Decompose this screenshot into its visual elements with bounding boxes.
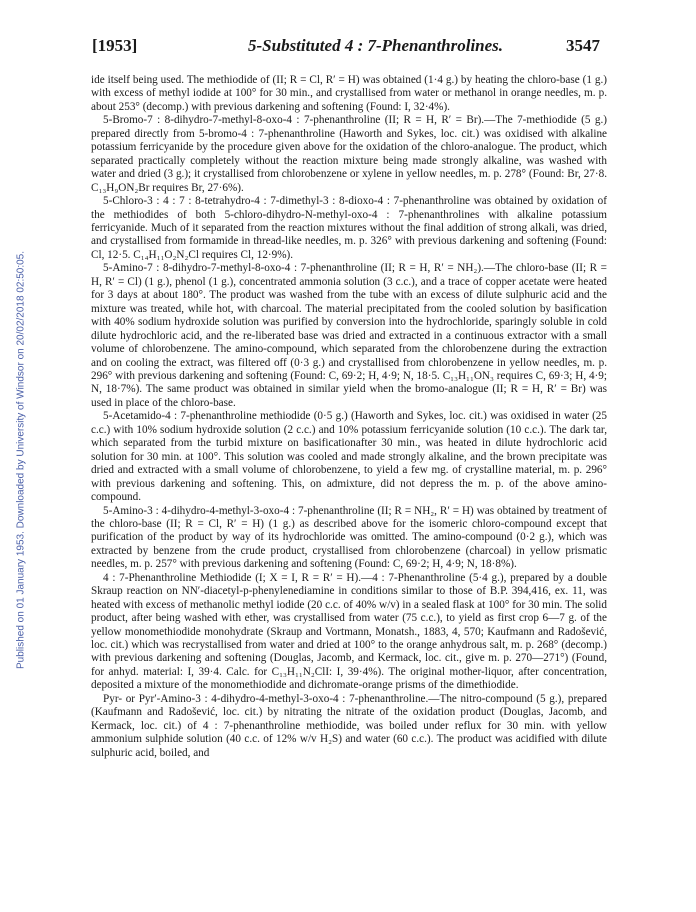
download-notice-text: Published on 01 January 1953. Downloaded by University of Windsor on 20/02/2018 02:50:05.	[15, 250, 27, 670]
running-header	[92, 36, 600, 58]
header-year: [1953]	[92, 36, 138, 55]
paragraph: 5-Chloro-3 : 4 : 7 : 8-tetrahydro-4 : 7-dimethyl-3 : 8-dioxo-4 : 7-phenanthroline was obtained by oxidation of the methiodides of both 5-chloro-dihydro-N-methyl-oxo-4 : 7-phenanthrolines with alkaline potassium ferricyanide. Much of it separated from the reaction mixtures without the final addition of strong alkali, was dried, and crystallised from formamide in thread-like needles, m. p. 326° with previous darkening and softening (Found: Cl, 12·5. C₁₄H₁₁O₂N₂Cl requires Cl, 12·9%).	[91, 195, 607, 261]
paragraph: 5-Amino-7 : 8-dihydro-7-methyl-8-oxo-4 : 7-phenanthroline (II; R = H, R′ = NH₂).—The chloro-base (II; R = H, R′ = Cl) (1 g.), phenol (1 g.), concentrated ammonia solution (3 c.c.), and a trace of copper acetate were heated for 3 days at about 180°. The product was washed from the tube with an excess of dilute sulphuric acid and the mixture was treated, while hot, with charcoal. The material precipitated from the cooled solution by basification with 40% sodium hydroxide solution was purified by conversion into the hydrochloride, sparingly soluble in cold dilute hydrochloric acid, and the re-liberated base was dried and extracted in a continuous extractor with a small volume of chlorobenzene. The amino-compound, which separated from the chlorobenzene during the extraction and on cooling the extract, was filtered off (0·3 g.) and crystallised from chlorobenzene in yellow needles, m. p. 296° with previous darkening and softening (Found: C, 69·2; H, 4·9; N, 18·5. C₁₃H₁₁ON₃ requires C, 69·3; H, 4·9; N, 18·7%). The same product was obtained in similar yield when the bromo-analogue (II; R = H, R′ = Br) was used in place of the chloro-base.	[91, 262, 607, 409]
paragraph: 5-Bromo-7 : 8-dihydro-7-methyl-8-oxo-4 : 7-phenanthroline (II; R = H, R′ = Br).—The 7-methiodide (5 g.) prepared directly from 5-bromo-4 : 7-phenanthroline (Haworth and Sykes, loc. cit.) was oxidised with alkaline potassium ferricyanide by the procedure given above for the oxidation of the chloro-analogue. The product, which separated practically completely without the reaction mixture being made strongly alkaline, was washed with water and dried (3 g.); it crystallised from chlorobenzene or xylene in yellow needles, m. p. 278° (Found: Br, 27·8. C₁₃H₉ON₂Br requires Br, 27·6%).	[91, 114, 607, 194]
article-body	[91, 74, 607, 760]
paragraph: 5-Acetamido-4 : 7-phenanthroline methiodide (0·5 g.) (Haworth and Sykes, loc. cit.) was oxidised in water (25 c.c.) with 10% sodium hydroxide solution (2 c.c.) and 10% potassium ferricyanide solution (10 c.c.). The dark tar, which separated from the turbid mixture on basificationafter 30 min., was heated in dilute hydrochloric acid solution for 30 min. at 100°. This solution was cooled and made strongly alkaline, and the brown precipitate was dried and extracted with a small volume of chlorobenzene, to yield a few mg. of crystalline material, m. p. 296° with previous darkening and softening. This, on admixture, did not depress the m. p. of the above amino-compound.	[91, 410, 607, 504]
download-notice	[14, 160, 28, 760]
paragraph: ide itself being used. The methiodide of (II; R = Cl, R′ = H) was obtained (1·4 g.) by heating the chloro-base (1 g.) with excess of methyl iodide at 100° for 30 min., and crystallised from water or methanol in orange needles, m. p. about 253° (decomp.) with previous darkening and softening (Found: I, 32·4%).	[91, 74, 607, 113]
header-title: 5-Substituted 4 : 7-Phenanthrolines.	[248, 36, 504, 55]
page-number: 3547	[566, 36, 600, 55]
paragraph: Pyr- or Pyr′-Amino-3 : 4-dihydro-4-methyl-3-oxo-4 : 7-phenanthroline.—The nitro-compound (5 g.), prepared (Kaufmann and Radošević, loc. cit.) by nitrating the nitrate of the oxidation product (Douglas, Jacomb, and Kermack, loc. cit.) of 4 : 7-phenanthroline methiodide, was boiled under reflux for 30 min. with yellow ammonium sulphide solution (40 c.c. of 12% w/v H₂S) and water (60 c.c.). The product was acidified with dilute sulphuric acid, boiled, and	[91, 692, 607, 759]
paragraph: 5-Amino-3 : 4-dihydro-4-methyl-3-oxo-4 : 7-phenanthroline (II; R = NH₂, R′ = H) was obtained by treatment of the chloro-base (II; R = Cl, R′ = H) (1 g.) as described above for the isomeric chloro-compound except that purification of the product by way of its hydrochloride was omitted. The amino-compound (0·2 g.), which was extracted by benzene from the crude product, crystallised from chlorobenzene (charcoal) in yellow prismatic needles, m. p. 257° with previous darkening and softening (Found: C, 69·2; H, 4·9; N, 18·8%).	[91, 504, 607, 571]
paragraph: 4 : 7-Phenanthroline Methiodide (I; X = I, R = R′ = H).—4 : 7-Phenanthroline (5·4 g.), prepared by a double Skraup reaction on NN′-diacetyl-p-phenylenediamine in conditions similar to those of B.P. 394,416, ex. 11, was heated with excess of methanolic methyl iodide (20 c.c. of 40% w/v) in a sealed flask at 100° for 30 min. The solid product, after being washed with ether, was crystallised from water (75 c.c.), to yield as first crop 6—7 g. of the yellow monomethiodide monohydrate (Skraup and Vortmann, Monatsh., 1883, 4, 570; Kaufmann and Radošević, loc. cit.) which was recrystallised from water and dried at 100° to the orange anhydrous salt, m. p. 268° (decomp.) with previous darkening and softening (Douglas, Jacomb, and Kermack, loc. cit., give m. p. 270—271°) (Found, for anhyd. material: I, 39·4. Calc. for C₁₃H₁₁N₂ClI: I, 39·4%). The original mother-liquor, after concentration, deposited a mixture of the monomethiodide and dichromate-orange prisms of the dimethiodide.	[91, 571, 607, 692]
